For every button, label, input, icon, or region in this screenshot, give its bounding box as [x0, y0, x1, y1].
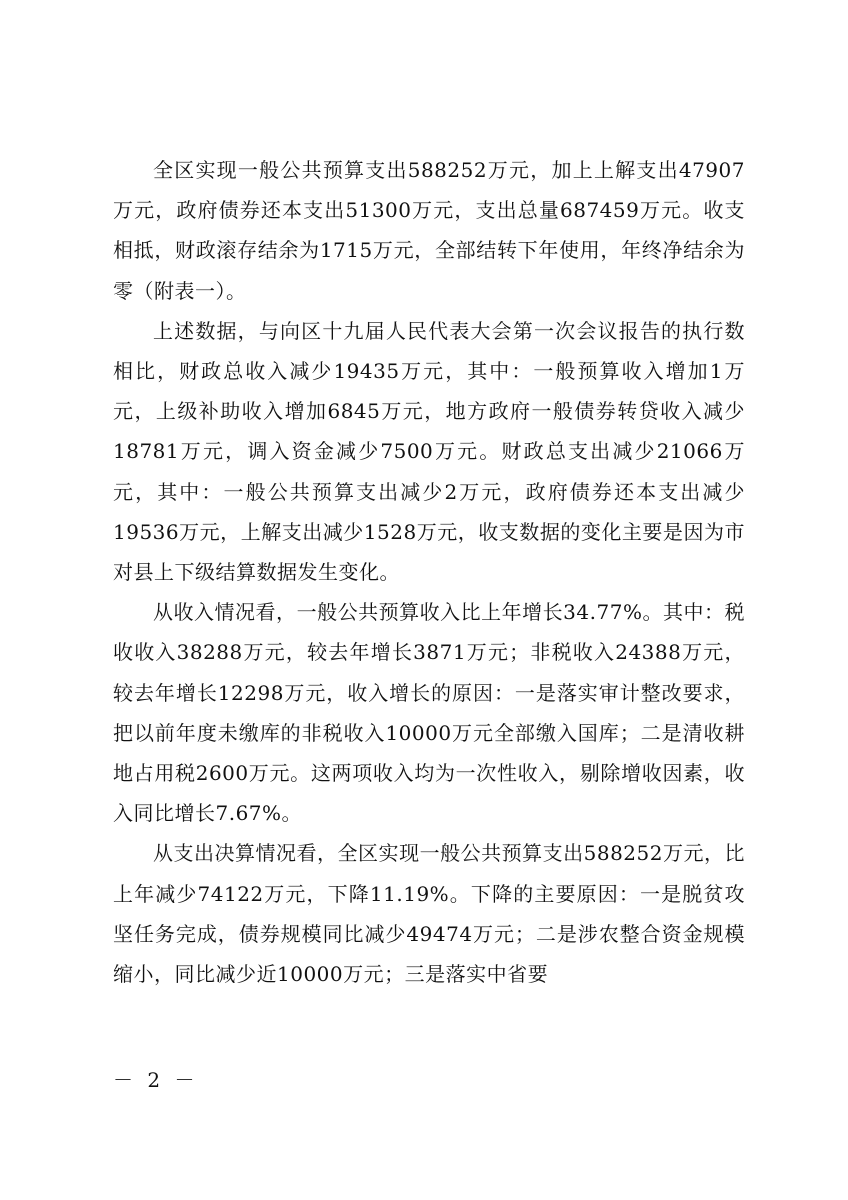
document-body: [113, 150, 745, 994]
paragraph-revenue-analysis: 从收入情况看，一般公共预算收入比上年增长34.77%。其中：税收收入38288万元，较去年增长3871万元；非税收入24388万元，较去年增长12298万元，收入增长的原因：一是落实审计整改要求，把以前年度未缴库的非税收入10000万元全部缴入国库；二是清收耕地占用税2600万元。这两项收入均为一次性收入，剔除增收因素，收入同比增长7.67%。: [113, 600, 745, 826]
page-number: － 2 －: [113, 1068, 199, 1092]
paragraph-data-comparison: 上述数据，与向区十九届人民代表大会第一次会议报告的执行数相比，财政总收入减少19435万元，其中：一般预算收入增加1万元，上级补助收入增加6845万元，地方政府一般债券转贷收入减少18781万元，调入资金减少7500万元。财政总支出减少21066万元，其中：一般公共预算支出减少2万元，政府债券还本支出减少19536万元，上解支出减少1528万元，收支数据的变化主要是因为市对县上下级结算数据发生变化。: [113, 318, 745, 585]
paragraph-expenditure-analysis: 从支出决算情况看，全区实现一般公共预算支出588252万元，比上年减少74122万元，下降11.19%。下降的主要原因：一是脱贫攻坚任务完成，债券规模同比减少49474万元；二是涉农整合资金规模缩小，同比减少近10000万元；三是落实中省要: [113, 841, 745, 987]
paragraph-expenditure-total: 全区实现一般公共预算支出588252万元，加上上解支出47907万元，政府债券还本支出51300万元，支出总量687459万元。收支相抵，财政滚存结余为1715万元，全部结转下年使用，年终净结余为零（附表一）。: [113, 158, 745, 303]
